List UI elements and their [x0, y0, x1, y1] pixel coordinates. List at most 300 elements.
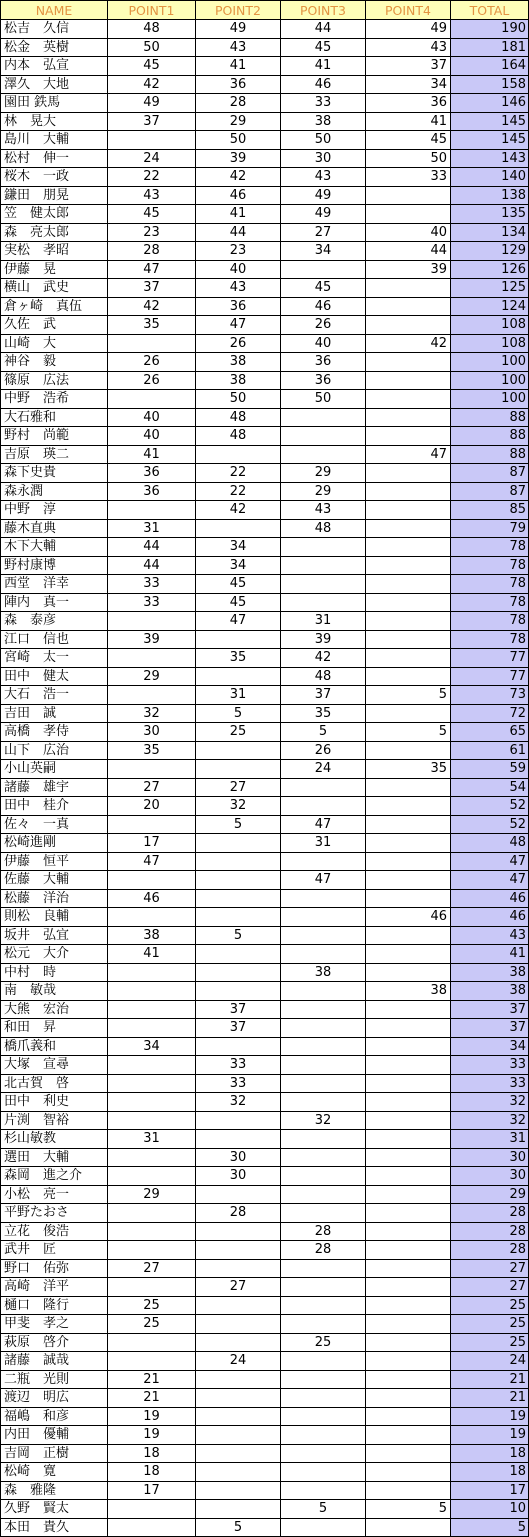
point1-cell: 23: [108, 223, 196, 242]
point4-cell: 35: [366, 760, 451, 779]
table-row: [1, 390, 529, 409]
point1-cell: [108, 334, 196, 353]
point4-cell: [366, 815, 451, 834]
total-cell: 72: [451, 704, 529, 723]
point2-cell: 45: [196, 593, 281, 612]
table-row: [1, 223, 529, 242]
total-cell: 143: [451, 149, 529, 168]
point3-cell: 32: [281, 1111, 366, 1130]
total-cell: 41: [451, 945, 529, 964]
point4-cell: [366, 205, 451, 224]
player-name-cell: 吉原 瑛二: [1, 445, 108, 464]
point2-cell: [196, 1315, 281, 1334]
player-name-cell: 選田 大輔: [1, 1148, 108, 1167]
point4-cell: 39: [366, 260, 451, 279]
point2-cell: 43: [196, 279, 281, 298]
player-name-cell: 小松 亮一: [1, 1185, 108, 1204]
point2-cell: 5: [196, 815, 281, 834]
point3-cell: [281, 1204, 366, 1223]
table-row: [1, 1278, 529, 1297]
total-cell: 59: [451, 760, 529, 779]
table-row: [1, 482, 529, 501]
total-cell: 78: [451, 630, 529, 649]
table-row: [1, 371, 529, 390]
point1-cell: 18: [108, 1444, 196, 1463]
point2-cell: 26: [196, 334, 281, 353]
point3-cell: 41: [281, 57, 366, 76]
point2-cell: 30: [196, 1167, 281, 1186]
point3-cell: 5: [281, 723, 366, 742]
point3-cell: 48: [281, 667, 366, 686]
point1-cell: 33: [108, 575, 196, 594]
table-row: [1, 242, 529, 261]
point2-cell: [196, 1389, 281, 1408]
table-row: [1, 1130, 529, 1149]
point2-cell: 32: [196, 1093, 281, 1112]
total-cell: 31: [451, 1130, 529, 1149]
point3-cell: [281, 1426, 366, 1445]
point4-cell: [366, 871, 451, 890]
total-cell: 32: [451, 1093, 529, 1112]
player-name-cell: 松金 英樹: [1, 38, 108, 57]
point1-cell: 35: [108, 741, 196, 760]
table-row: [1, 1167, 529, 1186]
point3-cell: 50: [281, 131, 366, 150]
point4-cell: 38: [366, 982, 451, 1001]
point4-cell: [366, 1130, 451, 1149]
point4-cell: 44: [366, 242, 451, 261]
table-row: [1, 1259, 529, 1278]
total-cell: 28: [451, 1222, 529, 1241]
point1-cell: 40: [108, 408, 196, 427]
point1-cell: [108, 1056, 196, 1075]
point3-cell: 49: [281, 205, 366, 224]
point1-cell: 35: [108, 316, 196, 335]
table-row: [1, 205, 529, 224]
point3-cell: 24: [281, 760, 366, 779]
player-name-cell: 中野 淳: [1, 501, 108, 520]
table-row: [1, 852, 529, 871]
point3-cell: [281, 1370, 366, 1389]
point2-cell: [196, 1426, 281, 1445]
total-cell: 108: [451, 334, 529, 353]
point4-cell: 46: [366, 908, 451, 927]
point4-cell: [366, 538, 451, 557]
point3-cell: [281, 1074, 366, 1093]
player-name-cell: 久野 賢太: [1, 1500, 108, 1519]
point2-cell: 23: [196, 242, 281, 261]
point4-cell: [366, 704, 451, 723]
point1-cell: 45: [108, 205, 196, 224]
point4-cell: [366, 667, 451, 686]
player-name-cell: 森 泰彦: [1, 612, 108, 631]
total-cell: 78: [451, 593, 529, 612]
point4-cell: [366, 1000, 451, 1019]
total-cell: 124: [451, 297, 529, 316]
player-name-cell: 大石雅和: [1, 408, 108, 427]
player-name-cell: 内田 優輔: [1, 1426, 108, 1445]
point2-cell: [196, 871, 281, 890]
player-name-cell: 内本 弘宣: [1, 57, 108, 76]
point2-cell: 37: [196, 1000, 281, 1019]
total-cell: 100: [451, 353, 529, 372]
point4-cell: 37: [366, 57, 451, 76]
point2-cell: [196, 1481, 281, 1500]
table-row: [1, 649, 529, 668]
point3-cell: 50: [281, 390, 366, 409]
point4-cell: [366, 427, 451, 446]
player-name-cell: 久佐 武: [1, 316, 108, 335]
player-name-cell: 南 敏哉: [1, 982, 108, 1001]
total-cell: 73: [451, 686, 529, 705]
point3-cell: 47: [281, 815, 366, 834]
point3-cell: 40: [281, 334, 366, 353]
table-row: [1, 963, 529, 982]
table-row: [1, 1444, 529, 1463]
total-cell: 52: [451, 797, 529, 816]
point4-cell: [366, 852, 451, 871]
point4-cell: [366, 1111, 451, 1130]
header-point2: POINT2: [196, 1, 281, 20]
point4-cell: 34: [366, 75, 451, 94]
point3-cell: [281, 1167, 366, 1186]
point1-cell: [108, 1333, 196, 1352]
point1-cell: 20: [108, 797, 196, 816]
point2-cell: 42: [196, 501, 281, 520]
table-row: [1, 57, 529, 76]
point2-cell: 33: [196, 1056, 281, 1075]
point1-cell: [108, 982, 196, 1001]
point3-cell: 28: [281, 1222, 366, 1241]
point3-cell: [281, 852, 366, 871]
point1-cell: 25: [108, 1315, 196, 1334]
total-cell: 21: [451, 1370, 529, 1389]
player-name-cell: 萩原 啓介: [1, 1333, 108, 1352]
table-row: [1, 575, 529, 594]
point3-cell: [281, 556, 366, 575]
total-cell: 24: [451, 1352, 529, 1371]
total-cell: 30: [451, 1148, 529, 1167]
total-cell: 27: [451, 1259, 529, 1278]
table-row: [1, 926, 529, 945]
table-row: [1, 889, 529, 908]
point4-cell: [366, 1352, 451, 1371]
point2-cell: [196, 1259, 281, 1278]
table-row: [1, 908, 529, 927]
point1-cell: 31: [108, 519, 196, 538]
point3-cell: [281, 1444, 366, 1463]
point2-cell: 29: [196, 112, 281, 131]
total-cell: 32: [451, 1111, 529, 1130]
point1-cell: 47: [108, 852, 196, 871]
total-cell: 28: [451, 1204, 529, 1223]
player-name-cell: 西堂 洋幸: [1, 575, 108, 594]
point4-cell: 36: [366, 94, 451, 113]
point2-cell: 5: [196, 1518, 281, 1537]
point1-cell: [108, 1167, 196, 1186]
table-row: [1, 945, 529, 964]
point3-cell: [281, 908, 366, 927]
player-name-cell: 二瓶 光則: [1, 1370, 108, 1389]
total-cell: 87: [451, 482, 529, 501]
table-row: [1, 538, 529, 557]
point2-cell: [196, 741, 281, 760]
point4-cell: [366, 297, 451, 316]
table-row: [1, 112, 529, 131]
point3-cell: [281, 926, 366, 945]
point2-cell: 49: [196, 20, 281, 39]
point4-cell: 33: [366, 168, 451, 187]
point3-cell: [281, 575, 366, 594]
point4-cell: [366, 1241, 451, 1260]
point2-cell: 46: [196, 186, 281, 205]
point3-cell: [281, 1518, 366, 1537]
point2-cell: 35: [196, 649, 281, 668]
point4-cell: 43: [366, 38, 451, 57]
total-cell: 18: [451, 1463, 529, 1482]
player-name-cell: 中野 浩希: [1, 390, 108, 409]
point1-cell: 17: [108, 1481, 196, 1500]
point4-cell: [366, 945, 451, 964]
point4-cell: [366, 1296, 451, 1315]
player-name-cell: 佐藤 大輔: [1, 871, 108, 890]
point4-cell: [366, 1333, 451, 1352]
player-name-cell: 田中 利史: [1, 1093, 108, 1112]
point1-cell: 19: [108, 1407, 196, 1426]
point2-cell: [196, 1370, 281, 1389]
point2-cell: 28: [196, 94, 281, 113]
point3-cell: 29: [281, 482, 366, 501]
point4-cell: [366, 649, 451, 668]
point4-cell: [366, 408, 451, 427]
point1-cell: 42: [108, 75, 196, 94]
point3-cell: [281, 1093, 366, 1112]
player-name-cell: 坂井 弘宜: [1, 926, 108, 945]
point3-cell: [281, 1148, 366, 1167]
point1-cell: 39: [108, 630, 196, 649]
total-cell: 29: [451, 1185, 529, 1204]
player-name-cell: 橋爪義和: [1, 1037, 108, 1056]
point1-cell: 47: [108, 260, 196, 279]
table-row: [1, 38, 529, 57]
point1-cell: 49: [108, 94, 196, 113]
point3-cell: [281, 982, 366, 1001]
point2-cell: [196, 889, 281, 908]
point4-cell: [366, 482, 451, 501]
player-name-cell: 立花 俊浩: [1, 1222, 108, 1241]
point4-cell: 50: [366, 149, 451, 168]
point2-cell: 50: [196, 390, 281, 409]
table-row: [1, 1370, 529, 1389]
point1-cell: 38: [108, 926, 196, 945]
point2-cell: 45: [196, 575, 281, 594]
point4-cell: [366, 1222, 451, 1241]
point1-cell: [108, 649, 196, 668]
total-cell: 145: [451, 112, 529, 131]
point2-cell: [196, 1500, 281, 1519]
total-cell: 100: [451, 390, 529, 409]
player-name-cell: 田中 桂介: [1, 797, 108, 816]
point1-cell: 42: [108, 297, 196, 316]
point2-cell: 28: [196, 1204, 281, 1223]
point3-cell: 46: [281, 297, 366, 316]
point3-cell: [281, 1259, 366, 1278]
point2-cell: [196, 1296, 281, 1315]
point4-cell: [366, 1389, 451, 1408]
table-row: [1, 168, 529, 187]
player-name-cell: 江口 信也: [1, 630, 108, 649]
point1-cell: [108, 1000, 196, 1019]
point1-cell: 50: [108, 38, 196, 57]
point1-cell: [108, 1222, 196, 1241]
point1-cell: 29: [108, 1185, 196, 1204]
point4-cell: [366, 1518, 451, 1537]
total-cell: 38: [451, 982, 529, 1001]
player-name-cell: 杉山敏教: [1, 1130, 108, 1149]
total-cell: 54: [451, 778, 529, 797]
point3-cell: [281, 1352, 366, 1371]
point2-cell: 5: [196, 704, 281, 723]
point4-cell: [366, 464, 451, 483]
player-name-cell: 吉田 誠: [1, 704, 108, 723]
player-name-cell: 宮崎 太一: [1, 649, 108, 668]
player-name-cell: 森下史貴: [1, 464, 108, 483]
point4-cell: [366, 630, 451, 649]
player-name-cell: 陣内 真一: [1, 593, 108, 612]
point1-cell: 27: [108, 1259, 196, 1278]
point4-cell: 47: [366, 445, 451, 464]
header-total: TOTAL: [451, 1, 529, 20]
total-cell: 37: [451, 1000, 529, 1019]
total-cell: 138: [451, 186, 529, 205]
player-name-cell: 森岡 進之介: [1, 1167, 108, 1186]
total-cell: 146: [451, 94, 529, 113]
table-row: [1, 1037, 529, 1056]
point4-cell: 45: [366, 131, 451, 150]
total-cell: 38: [451, 963, 529, 982]
point2-cell: 36: [196, 75, 281, 94]
player-name-cell: 平野たおさ: [1, 1204, 108, 1223]
point2-cell: 25: [196, 723, 281, 742]
table-row: [1, 1074, 529, 1093]
point4-cell: [366, 1259, 451, 1278]
player-name-cell: 大石 浩一: [1, 686, 108, 705]
total-cell: 34: [451, 1037, 529, 1056]
point4-cell: [366, 1315, 451, 1334]
point2-cell: [196, 1444, 281, 1463]
table-row: [1, 1315, 529, 1334]
total-cell: 78: [451, 556, 529, 575]
player-name-cell: 諸藤 雄宇: [1, 778, 108, 797]
point3-cell: [281, 1407, 366, 1426]
player-name-cell: 大塚 宣尋: [1, 1056, 108, 1075]
point3-cell: 38: [281, 963, 366, 982]
point3-cell: 48: [281, 519, 366, 538]
point4-cell: 41: [366, 112, 451, 131]
header-point3: POINT3: [281, 1, 366, 20]
total-cell: 33: [451, 1074, 529, 1093]
point2-cell: 43: [196, 38, 281, 57]
player-name-cell: 藤木直典: [1, 519, 108, 538]
point1-cell: 36: [108, 464, 196, 483]
player-name-cell: 大熊 宏治: [1, 1000, 108, 1019]
point4-cell: [366, 1370, 451, 1389]
point3-cell: 27: [281, 223, 366, 242]
player-name-cell: 諸藤 誠哉: [1, 1352, 108, 1371]
table-row: [1, 760, 529, 779]
point2-cell: [196, 1241, 281, 1260]
table-row: [1, 1185, 529, 1204]
point4-cell: [366, 353, 451, 372]
point1-cell: 18: [108, 1463, 196, 1482]
point3-cell: [281, 445, 366, 464]
total-cell: 78: [451, 575, 529, 594]
total-cell: 43: [451, 926, 529, 945]
table-row: [1, 75, 529, 94]
table-row: [1, 1222, 529, 1241]
point4-cell: [366, 1037, 451, 1056]
header-row: [1, 1, 529, 20]
point3-cell: 47: [281, 871, 366, 890]
point3-cell: [281, 1185, 366, 1204]
point3-cell: [281, 945, 366, 964]
point2-cell: [196, 1185, 281, 1204]
point2-cell: [196, 945, 281, 964]
point4-cell: [366, 1278, 451, 1297]
point1-cell: [108, 908, 196, 927]
point1-cell: 17: [108, 834, 196, 853]
point1-cell: 22: [108, 168, 196, 187]
point3-cell: 43: [281, 168, 366, 187]
point1-cell: 44: [108, 556, 196, 575]
total-cell: 88: [451, 445, 529, 464]
table-row: [1, 1426, 529, 1445]
table-row: [1, 1500, 529, 1519]
player-name-cell: 野口 佑弥: [1, 1259, 108, 1278]
point4-cell: [366, 797, 451, 816]
point3-cell: [281, 1296, 366, 1315]
point3-cell: 5: [281, 1500, 366, 1519]
player-name-cell: 武井 匠: [1, 1241, 108, 1260]
table-row: [1, 741, 529, 760]
point3-cell: [281, 1278, 366, 1297]
point3-cell: 45: [281, 279, 366, 298]
point2-cell: [196, 963, 281, 982]
point1-cell: 25: [108, 1296, 196, 1315]
point1-cell: [108, 501, 196, 520]
player-name-cell: 桜木 一政: [1, 168, 108, 187]
total-cell: 85: [451, 501, 529, 520]
point2-cell: 39: [196, 149, 281, 168]
point1-cell: 34: [108, 1037, 196, 1056]
point1-cell: 31: [108, 1130, 196, 1149]
point3-cell: [281, 408, 366, 427]
point3-cell: [281, 1019, 366, 1038]
player-name-cell: 横山 武史: [1, 279, 108, 298]
table-row: [1, 556, 529, 575]
point1-cell: 45: [108, 57, 196, 76]
table-row: [1, 1093, 529, 1112]
total-cell: 190: [451, 20, 529, 39]
point1-cell: [108, 1148, 196, 1167]
total-cell: 87: [451, 464, 529, 483]
table-row: [1, 1296, 529, 1315]
table-row: [1, 1407, 529, 1426]
player-name-cell: 渡辺 明広: [1, 1389, 108, 1408]
point4-cell: [366, 778, 451, 797]
table-row: [1, 815, 529, 834]
point3-cell: 36: [281, 353, 366, 372]
